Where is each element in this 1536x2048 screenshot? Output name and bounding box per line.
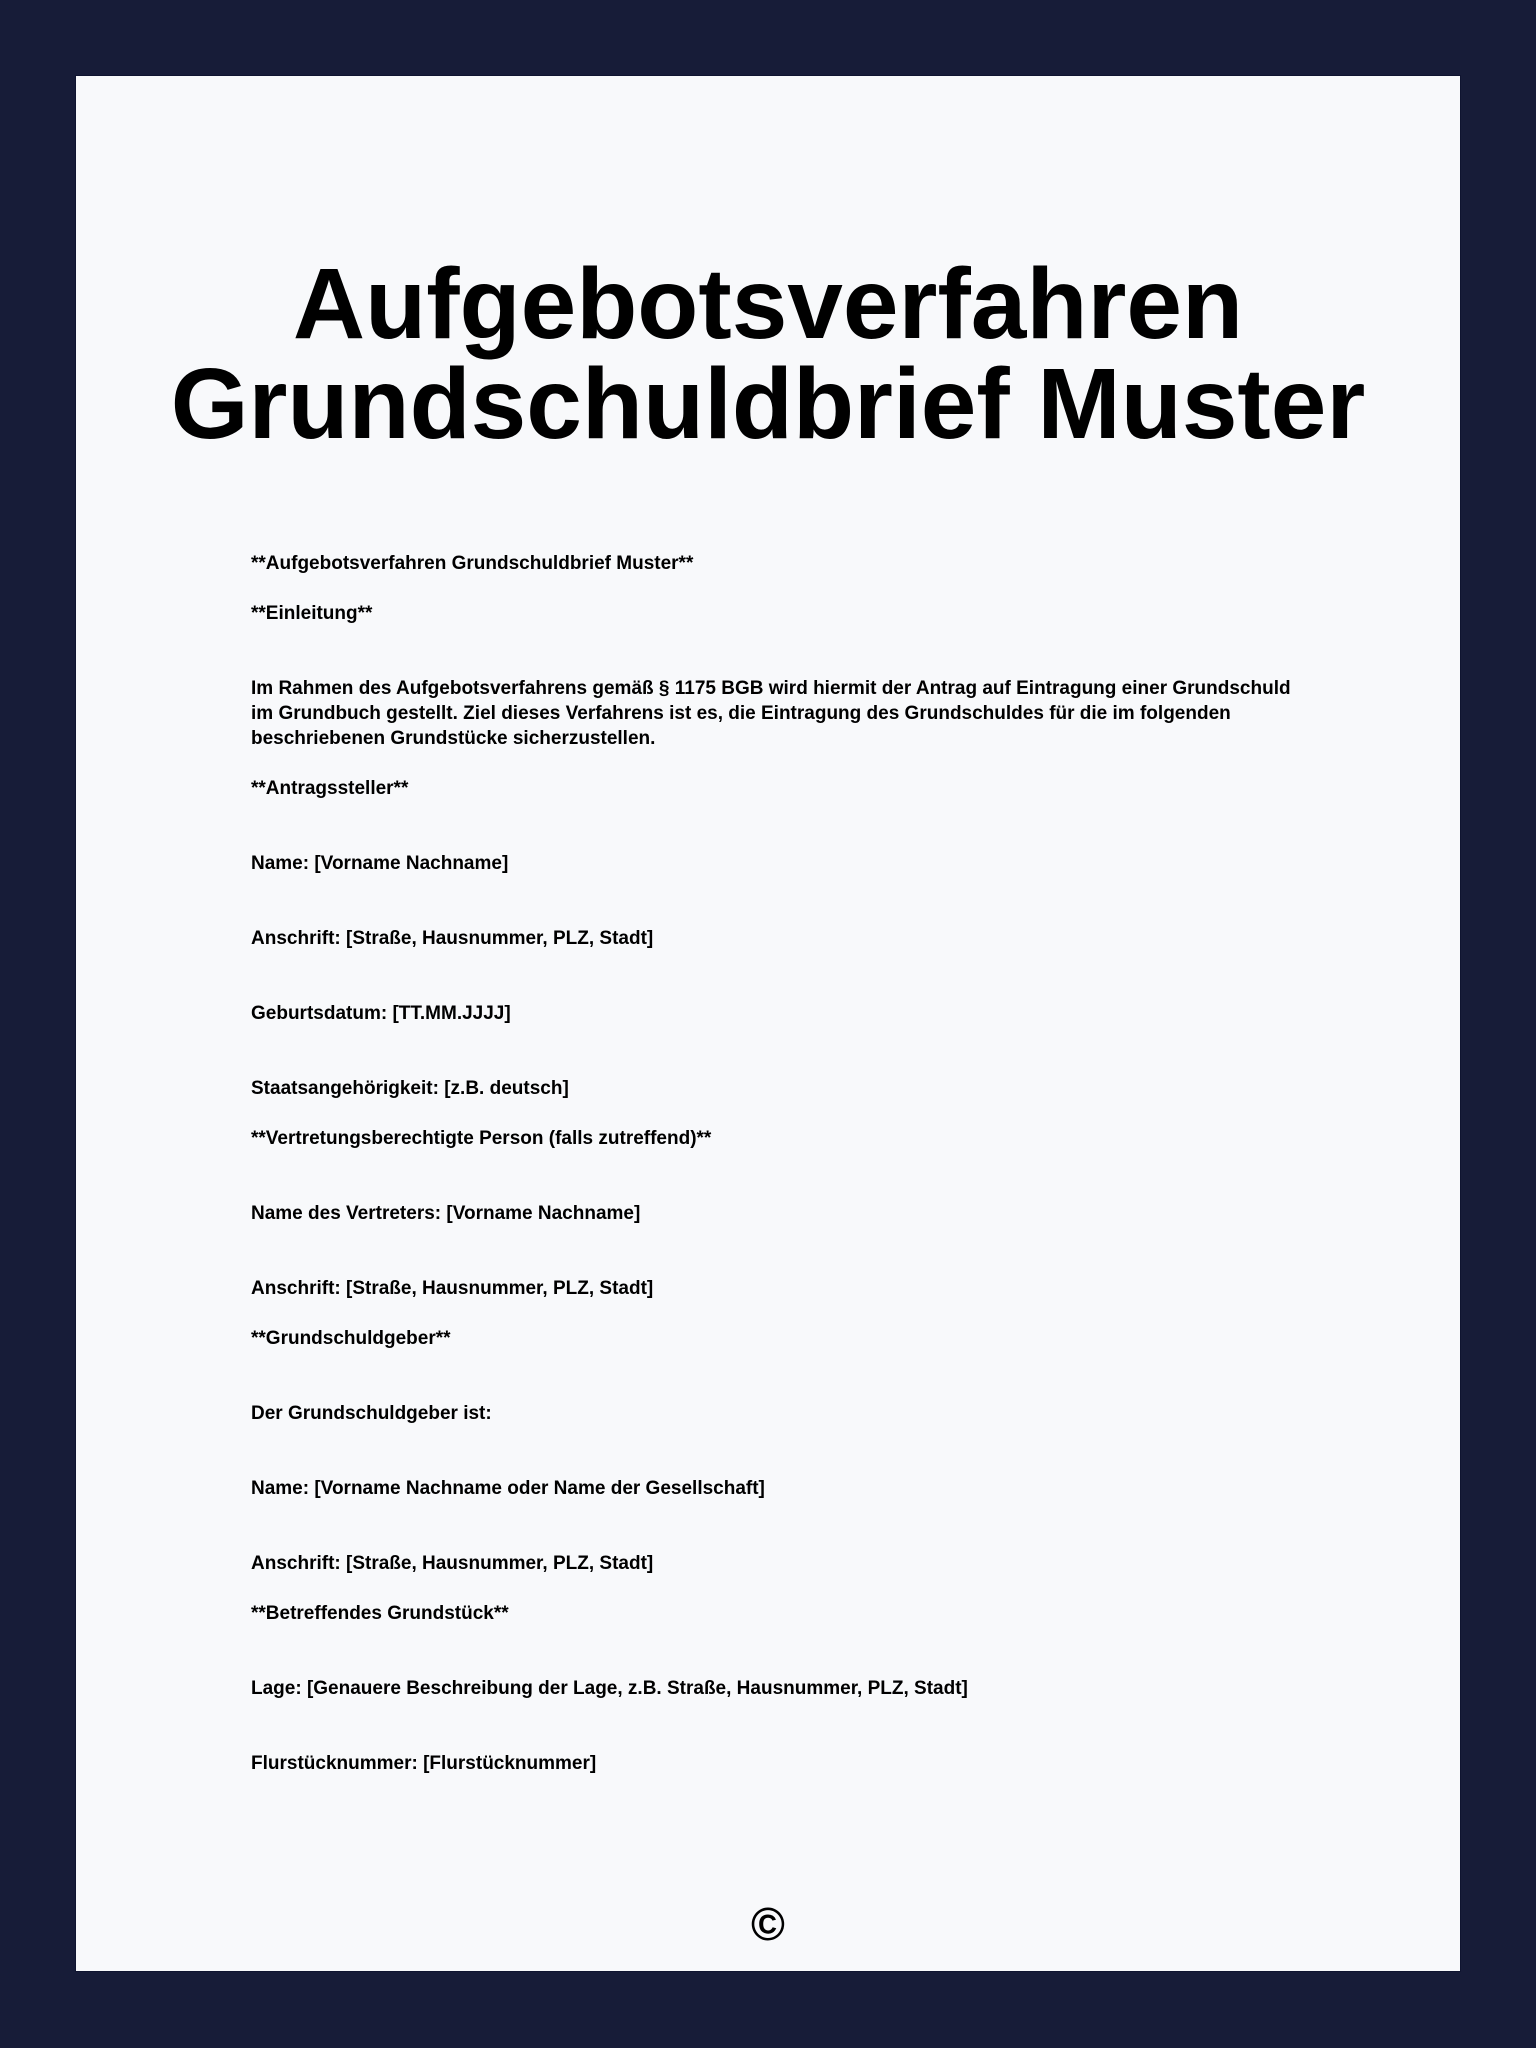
field-flurstuecknummer: Flurstücknummer: [Flurstücknummer] [251, 1753, 597, 1774]
grundschuldgeber-intro: Der Grundschuldgeber ist: [251, 1403, 492, 1424]
section-heading-grundschuldgeber: **Grundschuldgeber** [251, 1328, 451, 1349]
copyright-icon: © [751, 1898, 785, 1950]
field-lage: Lage: [Genauere Beschreibung der Lage, z.B. Straße, Hausnummer, PLZ, Stadt] [251, 1678, 968, 1699]
field-staatsangehoerigkeit: Staatsangehörigkeit: [z.B. deutsch] [251, 1078, 569, 1099]
field-geburtsdatum: Geburtsdatum: [TT.MM.JJJJ] [251, 1003, 511, 1024]
field-anschrift: Anschrift: [Straße, Hausnummer, PLZ, Stadt] [251, 928, 654, 949]
section-heading-vertreter: **Vertretungsberechtigte Person (falls zutreffend)** [251, 1128, 712, 1149]
section-heading-antragssteller: **Antragssteller** [251, 778, 409, 799]
page-title [76, 248, 1460, 460]
field-name: Name: [Vorname Nachname] [251, 853, 509, 874]
title-line-2: Grundschuldbrief Muster [170, 348, 1366, 460]
section-heading-einleitung: **Einleitung** [251, 603, 373, 624]
field-grundschuldgeber-anschrift: Anschrift: [Straße, Hausnummer, PLZ, Stadt] [251, 1553, 654, 1574]
document-heading: **Aufgebotsverfahren Grundschuldbrief Muster** [251, 553, 694, 574]
document-page [75, 75, 1461, 1972]
field-vertreter-anschrift: Anschrift: [Straße, Hausnummer, PLZ, Stadt] [251, 1278, 654, 1299]
section-heading-grundstueck: **Betreffendes Grundstück** [251, 1603, 509, 1624]
field-grundschuldgeber-name: Name: [Vorname Nachname oder Name der Gesellschaft] [251, 1478, 765, 1499]
title-line-1: Aufgebotsverfahren [292, 248, 1244, 360]
field-vertreter-name: Name des Vertreters: [Vorname Nachname] [251, 1203, 641, 1224]
intro-paragraph: Im Rahmen des Aufgebotsverfahrens gemäß § 1175 BGB wird hiermit der Antrag auf Eintragung einer Grundschuld im Grundbuch gestellt. Ziel dieses Verfahrens ist es, die Eintragung des Grundschuldes für die im folgenden beschriebenen Grundstücke sicherzustellen. [251, 678, 1291, 749]
